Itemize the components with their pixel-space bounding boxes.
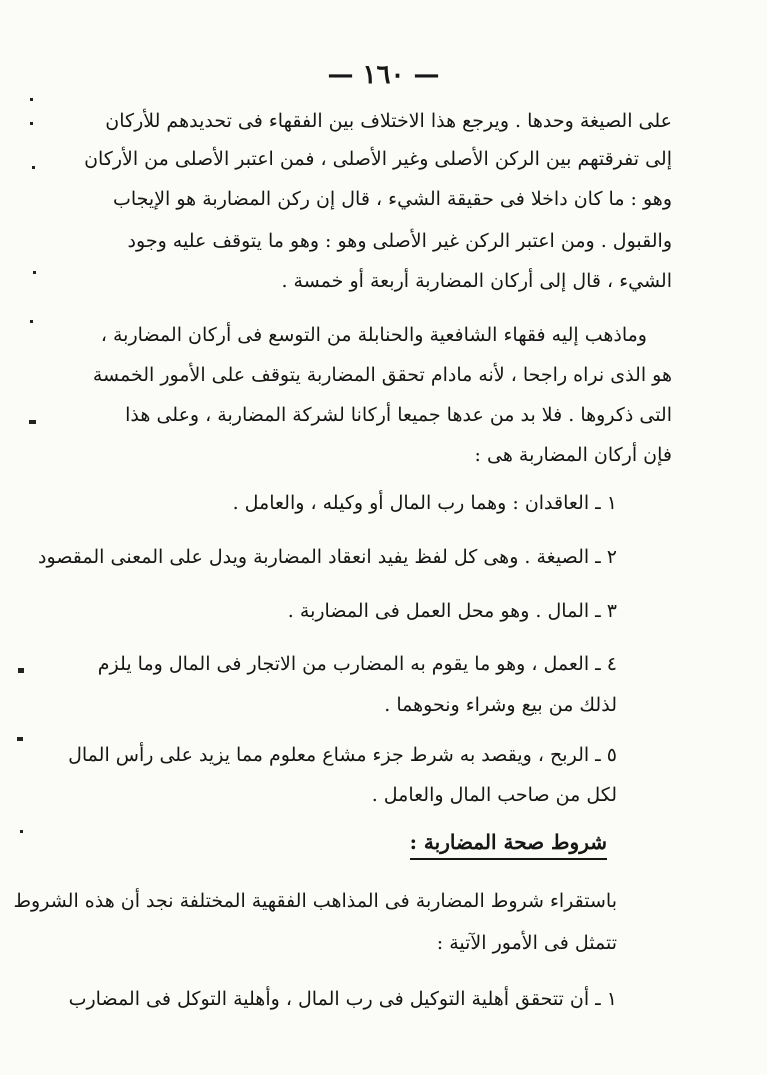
paragraph-3-line-1: باستقراء شروط المضاربة فى المذاهب الفقهية المختلفة نجد أن هذه الشروط [13, 890, 617, 912]
list-item-5-continuation: لكل من صاحب المال والعامل . [371, 784, 617, 806]
paragraph-3-line-2: تتمثل فى الأمور الآتية : [436, 932, 617, 954]
list-item-1: ١ ـ العاقدان : وهما رب المال أو وكيله ، والعامل . [232, 492, 617, 514]
scan-speck [30, 320, 33, 323]
paragraph-1-line-2: إلى تفرقتهم بين الركن الأصلى وغير الأصلى ، فمن اعتبر الأصلى من الأركان [84, 148, 672, 170]
scan-speck [17, 737, 23, 741]
list-item-2: ٢ ـ الصيغة . وهى كل لفظ يفيد انعقاد المضاربة ويدل على المعنى المقصود [38, 546, 617, 568]
paragraph-1-line-4: والقبول . ومن اعتبر الركن غير الأصلى وهو : وهو ما يتوقف عليه وجود [127, 230, 672, 252]
paragraph-2-line-2: هو الذى نراه راجحا ، لأنه مادام تحقق المضاربة يتوقف على الأمور الخمسة [92, 364, 672, 386]
scan-speck [18, 668, 24, 673]
paragraph-2-line-1: وماذهب إليه فقهاء الشافعية والحنابلة من التوسع فى أركان المضاربة ، [100, 324, 647, 346]
list-item-4: ٤ ـ العمل ، وهو ما يقوم به المضارب من الاتجار فى المال وما يلزم [97, 653, 617, 675]
page-number: — ١٦٠ — [327, 60, 440, 90]
scan-speck [32, 166, 35, 169]
paragraph-2-line-3: التى ذكروها . فلا بد من عدها جميعا أركانا لشركة المضاربة ، وعلى هذا [125, 404, 672, 426]
scan-speck [33, 271, 36, 274]
paragraph-2-line-4: فإن أركان المضاربة هى : [474, 444, 672, 466]
list-item-4-continuation: لذلك من بيع وشراء ونحوهما . [384, 694, 617, 716]
section-heading: شروط صحة المضاربة : [410, 832, 607, 860]
list-item-5: ٥ ـ الربح ، ويقصد به شرط جزء مشاع معلوم مما يزيد على رأس المال [68, 744, 617, 766]
paragraph-1-line-1: على الصيغة وحدها . ويرجع هذا الاختلاف بين الفقهاء فى تحديدهم للأركان [105, 110, 672, 132]
paragraph-1-line-5: الشيء ، قال إلى أركان المضاربة أربعة أو خمسة . [281, 270, 672, 292]
scan-speck [29, 420, 36, 424]
condition-1: ١ ـ أن تتحقق أهلية التوكيل فى رب المال ، وأهلية التوكل فى المضارب [68, 988, 617, 1010]
scan-speck [30, 98, 33, 101]
scan-speck [20, 830, 23, 833]
scan-speck [30, 122, 33, 125]
paragraph-1-line-3: وهو : ما كان داخلا فى حقيقة الشيء ، قال إن ركن المضاربة هو الإيجاب [112, 188, 672, 210]
list-item-3: ٣ ـ المال . وهو محل العمل فى المضاربة . [287, 600, 617, 622]
